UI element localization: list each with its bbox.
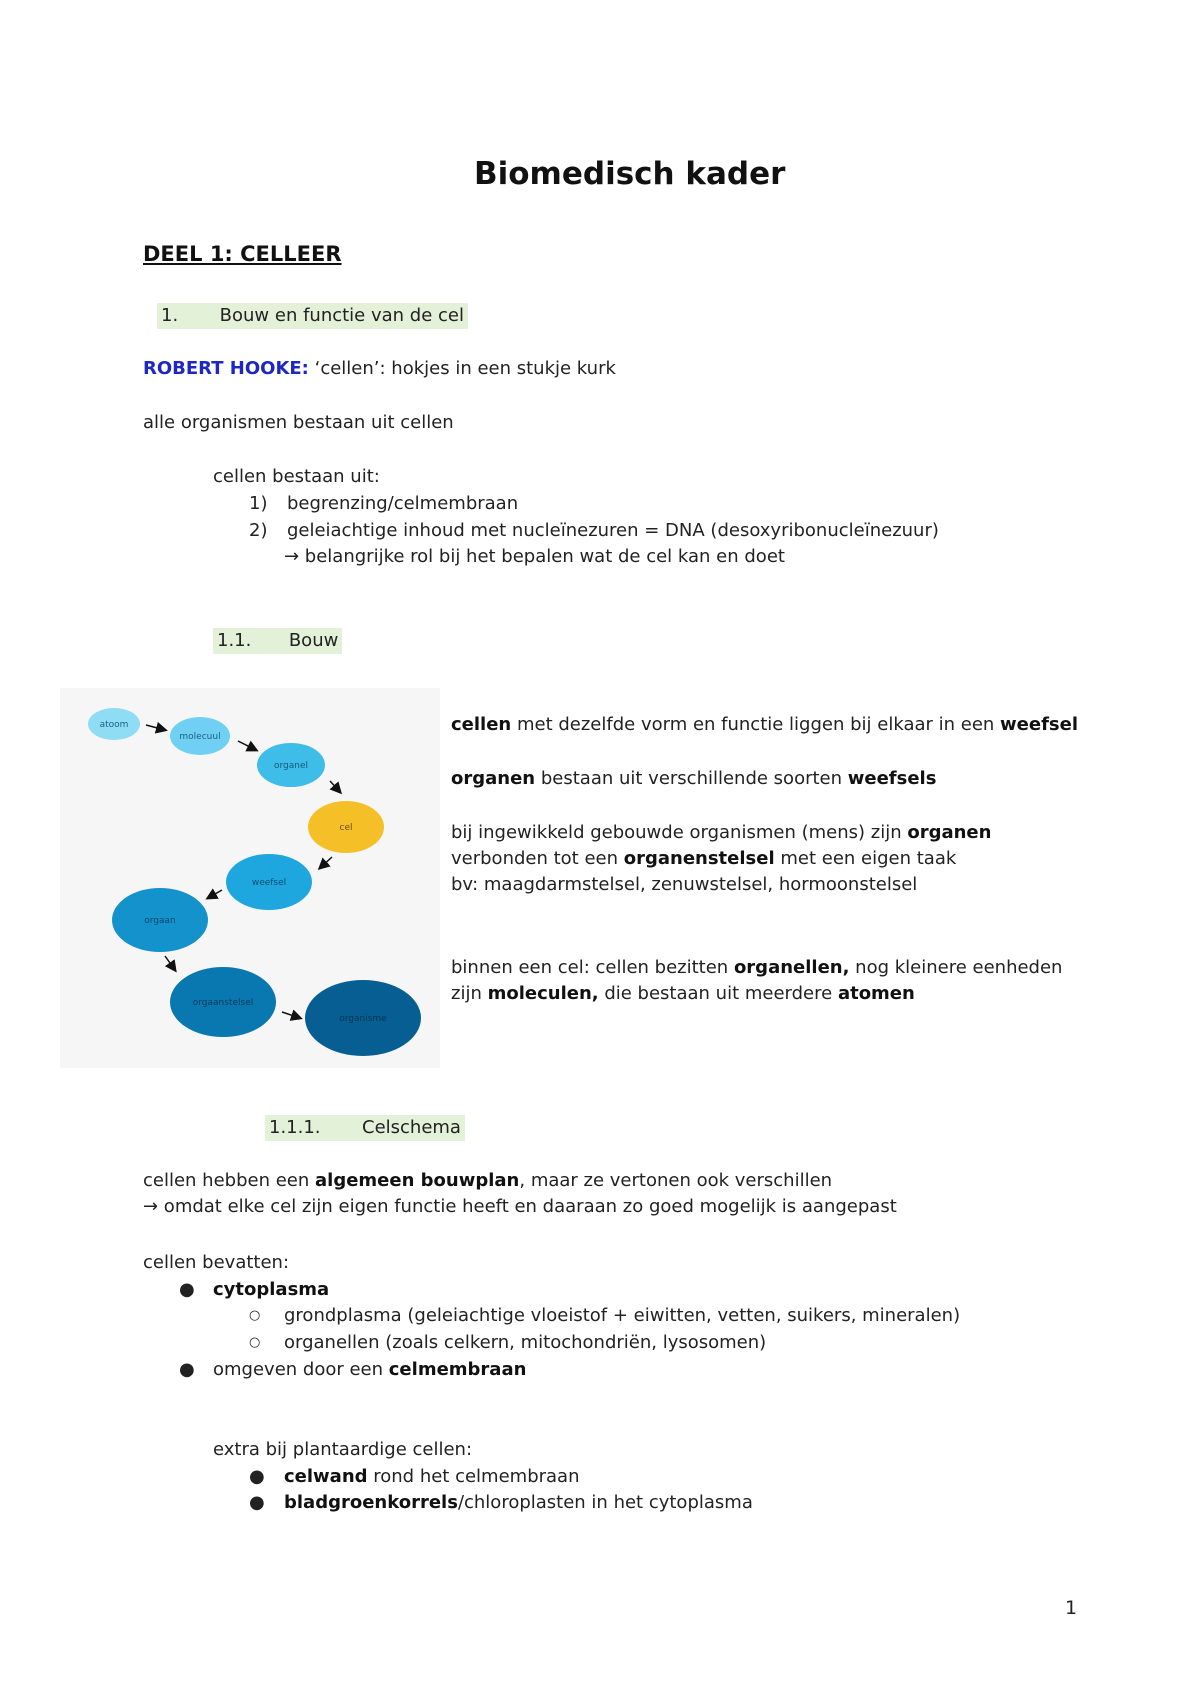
organellen-item: organellen (zoals celkern, mitochondriën, lysosomen) — [284, 1332, 767, 1353]
composition-intro: cellen bestaan uit: — [213, 466, 380, 487]
composition-item-1 — [249, 491, 518, 517]
section-1-1-1-heading — [265, 1115, 465, 1141]
section-label: Bouw en functie van de cel — [219, 305, 464, 326]
svg-text:organel: organel — [273, 761, 309, 771]
page-title: Biomedisch kader — [474, 156, 786, 192]
circle-bullet-icon: ○ — [249, 1335, 261, 1350]
celmembraan-item: omgeven door een celmembraan — [213, 1359, 527, 1380]
chloroplast-item: bladgroenkorrels/chloroplasten in het cytoplasma — [284, 1492, 753, 1513]
bullet-icon: ● — [249, 1492, 265, 1513]
section-1-heading — [157, 303, 468, 329]
celwand-item: celwand rond het celmembraan — [284, 1466, 580, 1487]
svg-text:molecuul: molecuul — [179, 732, 221, 742]
organelles-paragraph: binnen een cel: cellen bezitten organellen, nog kleinere eenheden zijn moleculen, die bestaan uit meerdere atomen — [451, 957, 1063, 1005]
organs-paragraph: organen bestaan uit verschillende soorten weefsels — [451, 768, 937, 789]
contains-intro: cellen bevatten: — [143, 1252, 290, 1273]
node-atoom — [88, 708, 140, 740]
part-heading: DEEL 1: CELLEER — [143, 242, 342, 266]
organ-systems-paragraph: bij ingewikkeld gebouwde organismen (mens) zijn organen verbonden tot een organenstelsel met een eigen taak bv: maagdarmstelsel, zenuwstelsel, hormoonstelsel — [451, 822, 992, 896]
organization-levels-diagram — [60, 688, 440, 1068]
grondplasma-item: grondplasma (geleiachtige vloeistof + eiwitten, vetten, suikers, mineralen) — [284, 1305, 961, 1326]
item-number: 1) — [249, 493, 268, 514]
bouwplan-paragraph: cellen hebben een algemeen bouwplan, maar ze vertonen ook verschillen → omdat elke cel zijn eigen functie heeft en daaraan zo goed mogelijk is aangepast — [143, 1170, 897, 1218]
bullet-icon: ● — [249, 1466, 265, 1487]
bullet-icon: ● — [179, 1279, 195, 1300]
composition-item-2 — [249, 518, 939, 544]
hooke-line — [143, 356, 616, 382]
section-label: Bouw — [288, 630, 339, 651]
hooke-name: ROBERT HOOKE: — [143, 358, 309, 379]
cytoplasma-item: cytoplasma — [213, 1279, 330, 1300]
svg-text:orgaan: orgaan — [144, 916, 176, 926]
node-molecuul — [170, 717, 230, 755]
section-number: 1. — [161, 305, 179, 326]
plant-intro: extra bij plantaardige cellen: — [213, 1439, 473, 1460]
node-orgaan — [112, 888, 208, 952]
section-label: Celschema — [362, 1117, 461, 1138]
node-organel — [257, 743, 325, 787]
node-cel — [308, 801, 384, 853]
bullet-icon: ● — [179, 1359, 195, 1380]
item-text: begrenzing/celmembraan — [286, 493, 519, 514]
svg-text:atoom: atoom — [99, 720, 129, 730]
item-text: geleiachtige inhoud met nucleïnezuren = DNA (desoxyribonucleïnezuur) — [286, 520, 939, 541]
node-weefsel — [226, 854, 312, 910]
svg-text:organisme: organisme — [339, 1014, 387, 1024]
item-number: 2) — [249, 520, 268, 541]
organisms-line: alle organismen bestaan uit cellen — [143, 412, 454, 433]
tissue-paragraph: cellen met dezelfde vorm en functie liggen bij elkaar in een weefsel — [451, 714, 1079, 735]
composition-arrow-note: → belangrijke rol bij het bepalen wat de cel kan en doet — [284, 546, 785, 567]
node-organisme — [305, 980, 421, 1056]
section-number: 1.1. — [217, 630, 252, 651]
page-number: 1 — [1065, 1597, 1078, 1619]
circle-bullet-icon: ○ — [249, 1308, 261, 1323]
section-number: 1.1.1. — [269, 1117, 321, 1138]
hooke-text: ‘cellen’: hokjes in een stukje kurk — [308, 358, 616, 379]
svg-text:orgaanstelsel: orgaanstelsel — [192, 998, 254, 1008]
node-orgaanstelsel — [170, 967, 276, 1037]
svg-text:cel: cel — [339, 823, 353, 833]
section-1-1-heading — [213, 628, 342, 654]
svg-text:weefsel: weefsel — [251, 878, 287, 888]
